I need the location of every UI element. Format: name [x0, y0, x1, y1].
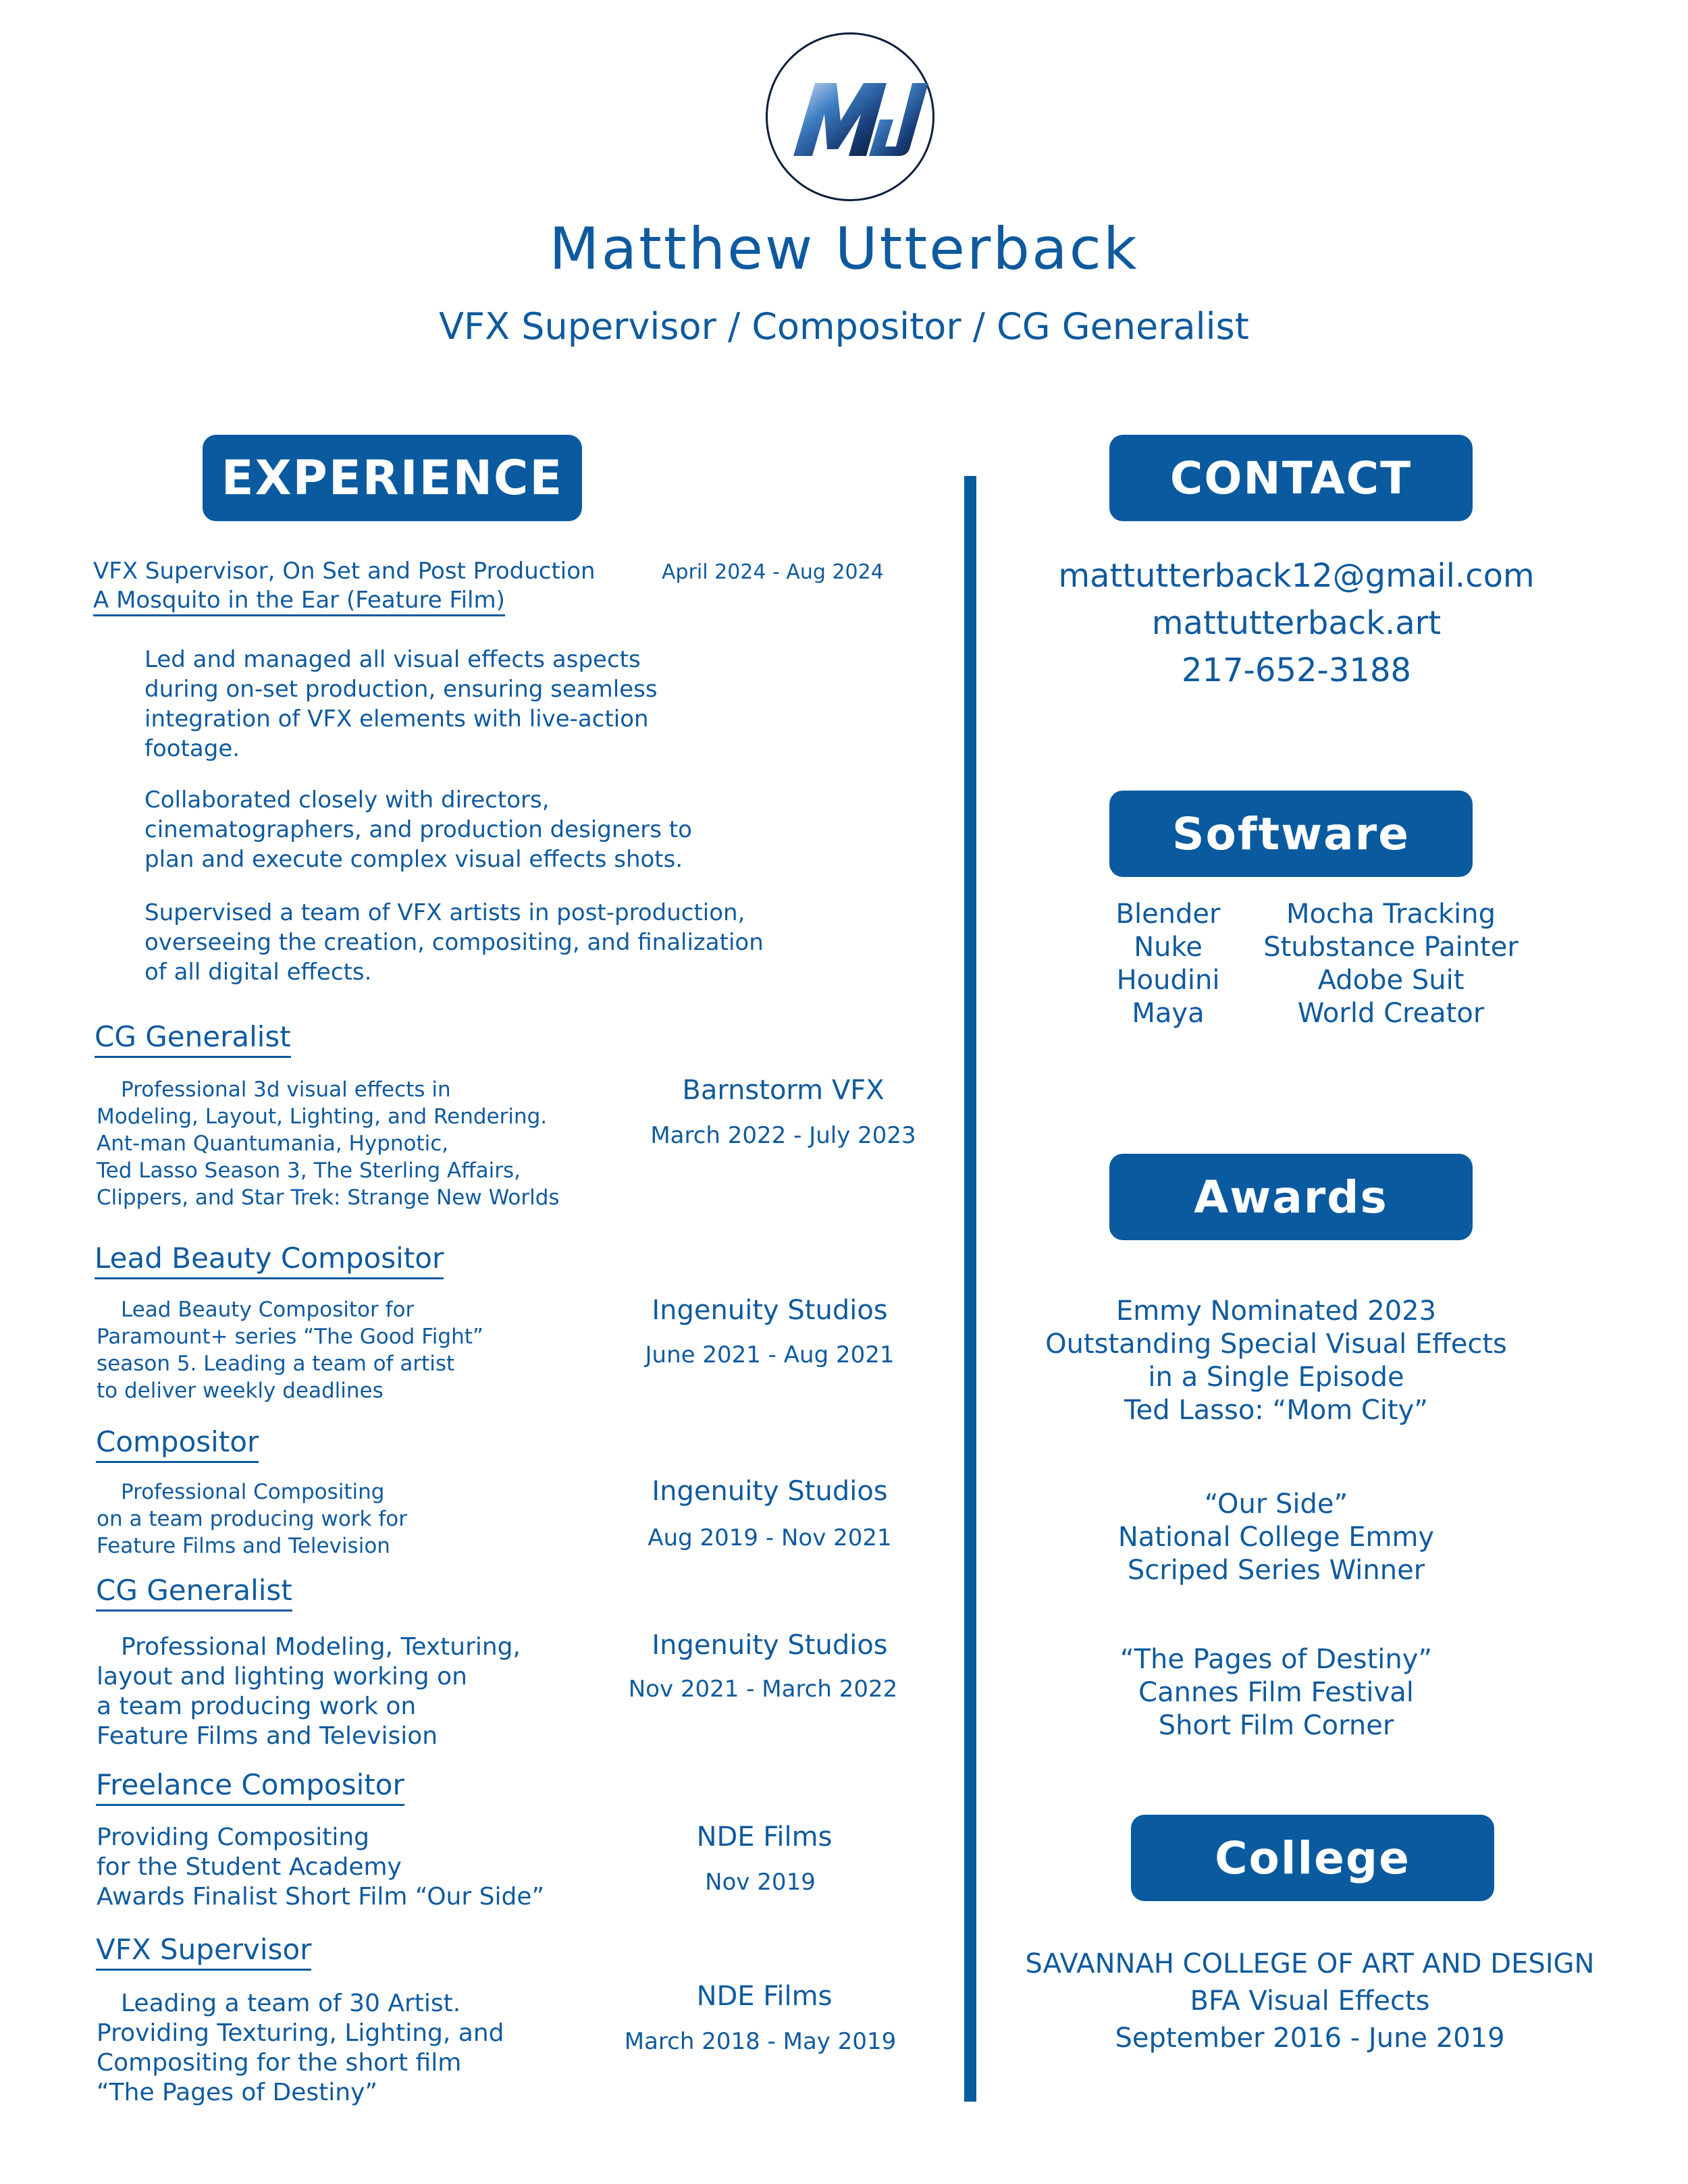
job-date: Nov 2019 [705, 1869, 816, 1896]
section-header-college: College [1131, 1815, 1494, 1901]
job-company: NDE Films [696, 1981, 833, 2012]
list-item: World Creator [1297, 998, 1485, 1029]
section-header-awards: Awards [1109, 1154, 1473, 1240]
college-degree: BFA Visual Effects [1190, 1986, 1430, 2017]
award-item: “Our Side” National College Emmy Scriped Series Winner [1117, 1489, 1435, 1586]
job-bullet: Collaborated closely with directors, cinematographers, and production designers to plan and execute complex visual effects shots. [144, 787, 692, 873]
award-item: Emmy Nominated 2023 Outstanding Special Visual Effects in a Single Episode Ted Lasso: “Mom City” [1045, 1296, 1507, 1426]
list-item: Mocha Tracking [1286, 899, 1496, 930]
list-item: Adobe Suit [1317, 965, 1465, 996]
list-item: Maya [1132, 998, 1205, 1029]
monogram-logo-icon [768, 34, 937, 203]
job-title: VFX Supervisor, On Set and Post Production [93, 558, 596, 585]
job-description: Professional 3d visual effects in Modeling, Layout, Lighting, and Rendering. Ant-man Quantumania, Hypnotic, Ted Lasso Season 3, The Sterling Affairs, Clippers, and Star Trek: Strange New Worlds [97, 1077, 560, 1210]
college-dates: September 2016 - June 2019 [1115, 2023, 1505, 2054]
software-list-right [1236, 898, 1546, 1030]
section-header-software: Software [1109, 791, 1473, 877]
job-date: March 2022 - July 2023 [650, 1122, 916, 1149]
job-company: NDE Films [696, 1821, 833, 1853]
job-title: Lead Beauty Compositor [95, 1241, 444, 1279]
job-company: Ingenuity Studios [652, 1630, 888, 1661]
section-header-contact: CONTACT [1109, 435, 1473, 521]
column-divider [964, 476, 976, 2102]
job-title: CG Generalist [95, 1019, 291, 1058]
software-list-left [1074, 898, 1263, 1030]
logo [766, 32, 934, 201]
list-item: Blender [1115, 899, 1221, 930]
candidate-tagline: VFX Supervisor / Compositor / CG Generalist [439, 305, 1249, 348]
job-date: Aug 2019 - Nov 2021 [648, 1524, 892, 1551]
list-item: Houdini [1116, 965, 1220, 996]
job-description: Leading a team of 30 Artist. Providing Texturing, Lighting, and Compositing for the short film “The Pages of Destiny” [97, 1990, 504, 2106]
job-company: Ingenuity Studios [652, 1476, 888, 1507]
job-description: Professional Modeling, Texturing, layout and lighting working on a team producing work on Feature Films and Television [97, 1633, 521, 1750]
candidate-name: Matthew Utterback [549, 215, 1139, 283]
job-company: Ingenuity Studios [652, 1295, 888, 1326]
job-title: VFX Supervisor [96, 1932, 311, 1971]
job-title: Freelance Compositor [96, 1767, 404, 1806]
job-date: Nov 2021 - March 2022 [628, 1676, 898, 1703]
job-bullet: Led and managed all visual effects aspects during on-set production, ensuring seamless integration of VFX elements with live-action footage. [144, 646, 658, 762]
job-bullet: Supervised a team of VFX artists in post-production, overseeing the creation, compositing, and finalization of all digital effects. [144, 899, 764, 986]
contact-phone: 217-652-3188 [1181, 651, 1412, 689]
job-description: Professional Compositing on a team producing work for Feature Films and Television [97, 1480, 407, 1558]
job-description: Lead Beauty Compositor for Paramount+ series “The Good Fight” season 5. Leading a team of artist to deliver weekly deadlines [97, 1298, 483, 1403]
contact-email[interactable]: mattutterback12@gmail.com [1058, 557, 1535, 595]
award-item: “The Pages of Destiny” Cannes Film Festival Short Film Corner [1119, 1644, 1433, 1741]
college-school: SAVANNAH COLLEGE OF ART AND DESIGN [1025, 1948, 1595, 1979]
job-description: Providing Compositing for the Student Academy Awards Finalist Short Film “Our Side” [97, 1823, 545, 1911]
list-item: Nuke [1134, 932, 1203, 963]
list-item: Stubstance Painter [1263, 932, 1519, 963]
job-date: March 2018 - May 2019 [624, 2028, 897, 2055]
job-date: June 2021 - Aug 2021 [645, 1341, 895, 1368]
job-date: April 2024 - Aug 2024 [662, 560, 884, 584]
section-header-experience: EXPERIENCE [203, 435, 582, 521]
contact-website[interactable]: mattutterback.art [1151, 604, 1442, 642]
job-project: A Mosquito in the Ear (Feature Film) [93, 586, 505, 616]
job-title: Compositor [96, 1424, 259, 1463]
job-company: Barnstorm VFX [682, 1075, 885, 1106]
job-title: CG Generalist [96, 1573, 292, 1612]
